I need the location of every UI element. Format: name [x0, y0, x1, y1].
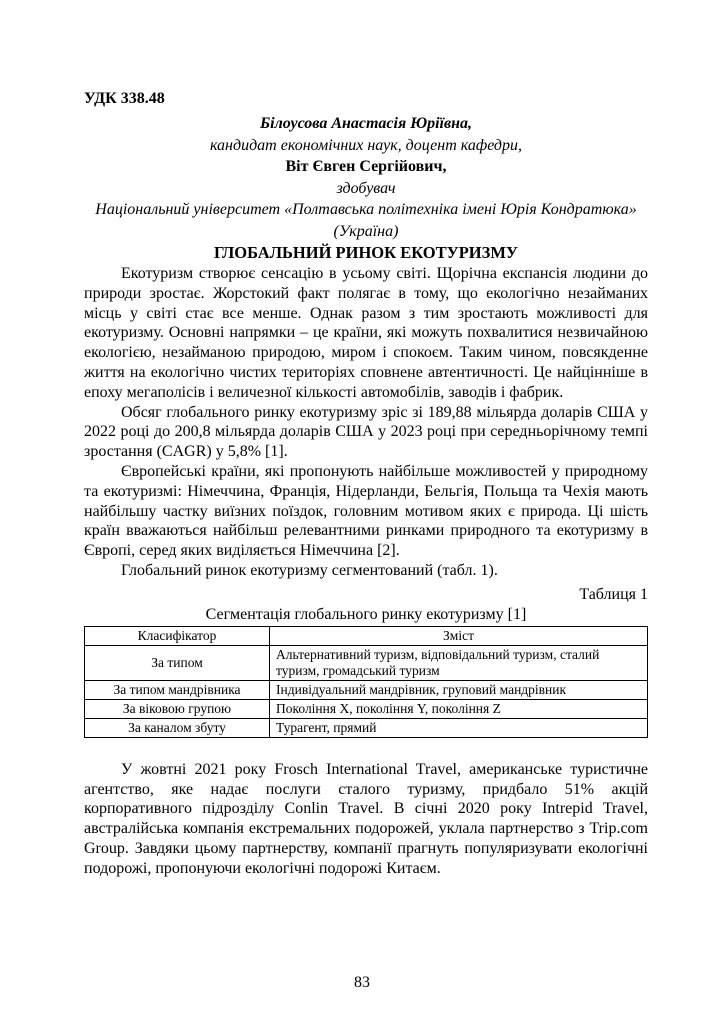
table-cell-classifier: За віковою групою	[85, 699, 270, 718]
author2-role: здобувач	[336, 179, 396, 197]
table-caption-label: Таблиця 1	[579, 585, 648, 603]
front-matter	[84, 113, 648, 242]
table-cell-classifier: За типом	[85, 645, 270, 680]
table-cell-classifier: За типом мандрівника	[85, 680, 270, 699]
table-cell-content: Індивідуальний мандрівник, груповий мандрівник	[270, 680, 648, 699]
paragraph-3: Європейські країни, які пропонують найбільше можливостей у природному та екотуризмі: Німеччина, Франція, Нідерланди, Бельгія, Польща та Чехія мають найбільшу частку виїзних поїздок, головним мотивом яких є природа. Ці шість країн вважаються найбільш релевантними ринками природного та екотуризму в Європі, серед яких виділяється Німеччина [2].	[84, 462, 648, 560]
table-caption-title: Сегментація глобального ринку екотуризму [1]	[205, 605, 527, 623]
segmentation-table	[84, 626, 648, 738]
table-header-content: Зміст	[270, 626, 648, 645]
table-header-classifier: Класифікатор	[85, 626, 270, 645]
table-row	[85, 645, 648, 680]
table-cell-content: Покоління X, покоління Y, покоління Z	[270, 699, 648, 718]
table-cell-classifier: За каналом збуту	[85, 718, 270, 737]
table-row	[85, 699, 648, 718]
page-number: 83	[354, 974, 370, 991]
affiliation: Національний університет «Полтавська політехніка імені Юрія Кондратюка»	[95, 201, 637, 218]
paper-title: ГЛОБАЛЬНИЙ РИНОК ЕКОТУРИЗМУ	[213, 243, 519, 262]
paragraph-4: Глобальний ринок екотуризму сегментований (табл. 1).	[121, 561, 498, 579]
table-cell-content: Турагент, прямий	[270, 718, 648, 737]
paragraph-2: Обсяг глобального ринку екотуризму зріс зі 189,88 мільярда доларів США у 2022 році до 200,8 мільярда доларів США у 2023 році при середньорічному темпі зростання (CAGR) у 5,8% [1].	[84, 403, 648, 461]
udc-code: УДК 338.48	[84, 90, 165, 107]
table-row	[85, 680, 648, 699]
author1-role: кандидат економічних наук, доцент кафедри,	[209, 136, 523, 154]
author1-name: Білоусова Анастасія Юріївна,	[259, 115, 473, 132]
country: (Україна)	[333, 222, 399, 240]
author2-name: Віт Євген Сергійович,	[285, 158, 447, 175]
paragraph-5: У жовтні 2021 року Frosch International Travel, американське туристичне агентство, яке надає послуги сталого туризму, придбало 51% акцій корпоративного підрозділу Conlin Travel. В січні 2020 року Intrepid Travel, австралійська компанія екстремальних подорожей, уклала партнерство з Trip.com Group. Завдяки цьому партнерству, компанії прагнуть популяризувати екологічні подорожі, пропонуючи екологічні подорожі Китаєм.	[84, 760, 648, 877]
paragraph-1: Екотуризм створює сенсацію в усьому світі. Щорічна експансія людини до природи зростає. Жорстокий факт полягає в тому, що екологічно незайманих місць у світі стає все менше. Однак разом з тим зростають можливості для екотуризму. Основні напрямки – це країни, які можуть похвалитися незвичайною екологією, незайманою природою, миром і спокоєм. Таким чином, повсякденне життя на екологічно чистих територіях сповнене автентичності. Це найцінніше в епоху мегаполісів і величезної кількості автомобілів, заводів і фабрик.	[84, 265, 648, 401]
table-cell-content: Альтернативний туризм, відповідальний туризм, сталий туризм, громадський туризм	[270, 645, 648, 680]
table-row	[85, 718, 648, 737]
table-header-row	[85, 626, 648, 645]
